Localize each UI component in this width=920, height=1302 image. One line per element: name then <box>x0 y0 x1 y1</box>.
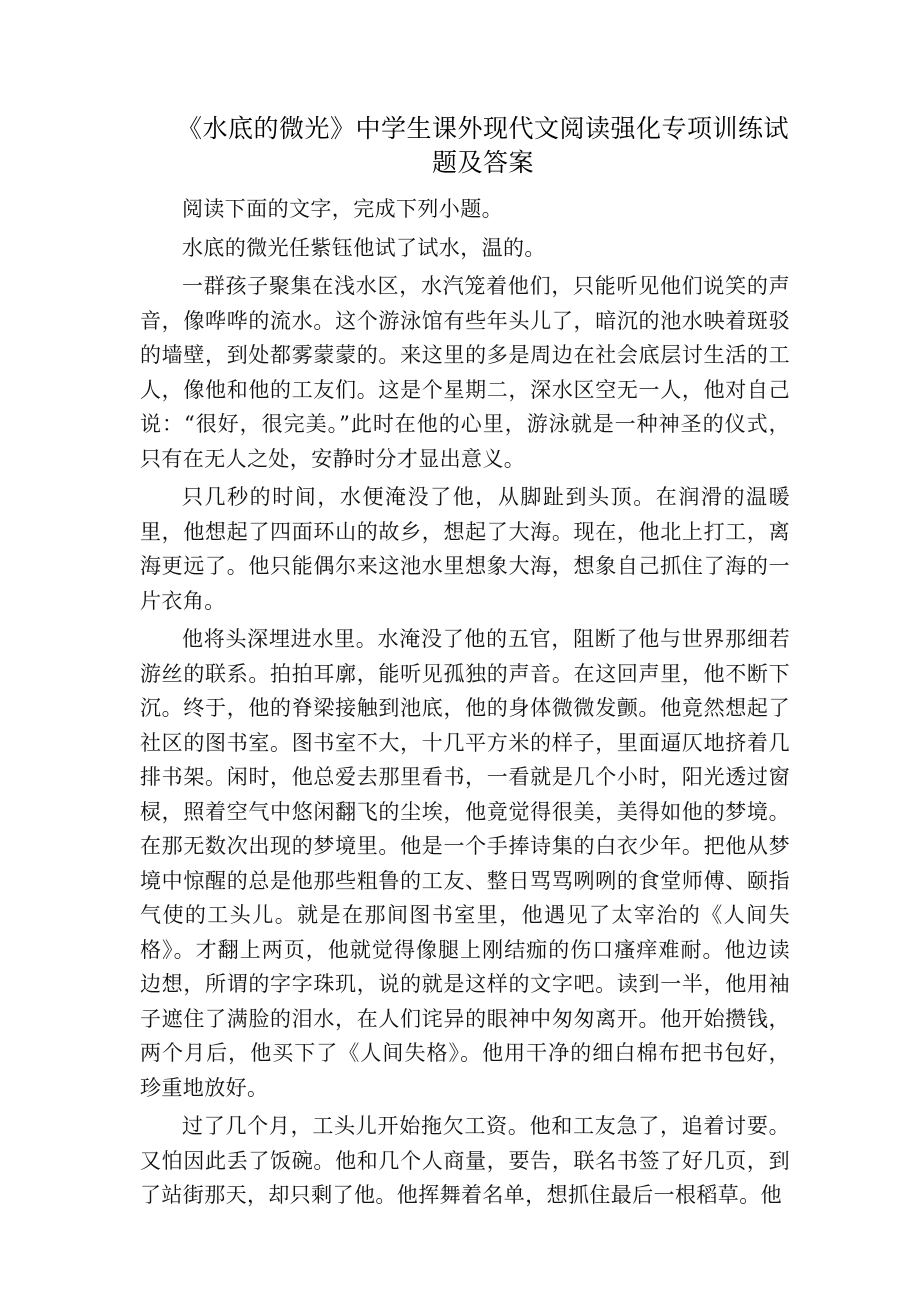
paragraph-body: 过了几个月，工头儿开始拖欠工资。他和工友急了，追着讨要。又怕因此丢了饭碗。他和几个人商量，要告，联名书签了好几页，到了站街那天，却只剩了他。他挥舞着名单，想抓住最后一根稻草。他 <box>140 1114 790 1207</box>
document-title: 《水底的微光》中学生课外现代文阅读强化专项训练试题及答案 <box>176 114 789 177</box>
document-page <box>140 112 790 1217</box>
paragraph-body: 只几秒的时间，水便淹没了他，从脚趾到头顶。在润滑的温暖里，他想起了四面环山的故乡，想起了大海。现在，他北上打工，离海更远了。他只能偶尔来这池水里想象大海，想象自己抓住了海的一片衣角。 <box>140 485 790 613</box>
paragraph-story-heading: 水底的微光任紫钰他试了试水，温的。 <box>182 235 546 260</box>
paragraph-instructions: 阅读下面的文字，完成下列小题。 <box>182 197 503 221</box>
paragraph-body: 他将头深埋进水里。水淹没了他的五官，阻断了他与世界那细若游丝的联系。拍拍耳廓，能听见孤独的声音。在这回声里，他不断下沉。终于，他的脊梁接触到池底，他的身体微微发颤。他竟然想起了社区的图书室。图书室不大，十几平方米的样子，里面逼仄地挤着几排书架。闲时，他总爱去那里看书，一看就是几个小时，阳光透过窗棂，照着空气中悠闲翻飞的尘埃，他竟觉得很美，美得如他的梦境。在那无数次出现的梦境里。他是一个手捧诗集的白衣少年。把他从梦境中惊醒的总是他那些粗鲁的工友、整日骂骂咧咧的食堂师傅、颐指气使的工头儿。就是在那间图书室里，他遇见了太宰治的《人间失格》。才翻上两页，他就觉得像腿上刚结痂的伤口瘙痒难耐。他边读边想，所谓的字字珠玑，说的就是这样的文字吧。读到一半，他用袖子遮住了满脸的泪水，在人们诧异的眼神中匆匆离开。他开始攒钱，两个月后，他买下了《人间失格》。他用干净的细白棉布把书包好，珍重地放好。 <box>140 627 790 1100</box>
paragraph-body: 一群孩子聚集在浅水区，水汽笼着他们，只能听见他们说笑的声音，像哗哗的流水。这个游泳馆有些年头儿了，暗沉的池水映着斑驳的墙壁，到处都雾蒙蒙的。来这里的多是周边在社会底层讨生活的工人，像他和他的工友们。这是个星期二，深水区空无一人，他对自己说：“很好，很完美。”此时在他的心里，游泳就是一种神圣的仪式，只有在无人之处，安静时分才显出意义。 <box>140 274 790 471</box>
